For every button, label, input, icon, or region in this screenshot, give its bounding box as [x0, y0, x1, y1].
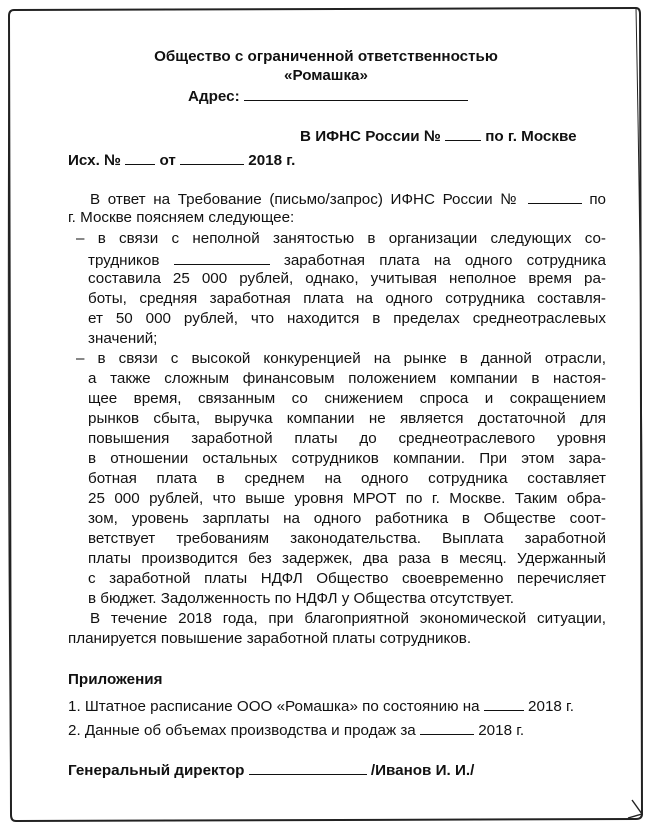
- attachment-1-year: 2018 г.: [528, 698, 574, 715]
- ref-date-blank: [180, 150, 244, 165]
- bullet2-line13: в бюджет. Задолженность по НДФЛ у Общества отсутствует.: [88, 590, 514, 607]
- bullet2-line4: рынков сбыта, выручка компании не является достаточной для: [88, 410, 606, 427]
- attachments-title: Приложения: [68, 671, 163, 688]
- address-line: [188, 86, 468, 106]
- b1-text-a: трудников: [88, 252, 160, 269]
- bullet2-line10: ветствует требованиям законодательства. Выплата заработной: [88, 530, 606, 547]
- bullet2-line8: 25 000 рублей, что выше уровня МРОТ по г. Москве. Таким обра-: [88, 490, 606, 507]
- recipient-prefix: В ИФНС России №: [300, 128, 441, 145]
- attachment-2-text: 2. Данные об объемах производства и продаж за: [68, 722, 416, 739]
- recipient-suffix: по г. Москве: [485, 128, 577, 145]
- p1-text-b: по: [589, 191, 606, 208]
- ref-label: Исх. №: [68, 152, 121, 169]
- recipient-line: [300, 126, 577, 146]
- signature-blank: [249, 760, 367, 775]
- ref-year: 2018 г.: [248, 152, 296, 169]
- bullet1-line1: – в связи с неполной занятостью в организации следующих со-: [76, 230, 606, 247]
- attachment-1-date-blank: [484, 696, 524, 711]
- attachment-item-1: [68, 696, 574, 716]
- p1-text-a: В ответ на Требование (письмо/запрос) ИФНС России №: [90, 191, 521, 208]
- bullet1-line5: ет 50 000 рублей, что находится в пределах среднеотраслевых: [88, 310, 606, 327]
- bullet2-line5: повышения заработной платы до среднеотраслевого уровня: [88, 430, 606, 447]
- bullet2-line6: в отношении остальных сотрудников компании. При этом зара-: [88, 450, 606, 467]
- signature-line: [68, 760, 474, 780]
- ref-number-blank: [125, 150, 155, 165]
- attachment-2-year: 2018 г.: [478, 722, 525, 739]
- body-p3-line1: В течение 2018 года, при благоприятной экономической ситуации,: [90, 610, 606, 627]
- address-blank: [244, 86, 468, 101]
- bullet1-line4: боты, средняя заработная плата на одного сотрудника составля-: [88, 290, 606, 307]
- recipient-number-blank: [445, 126, 481, 141]
- body-p3-line2: планируется повышение заработной платы сотрудников.: [68, 630, 472, 647]
- body-p1-line2: г. Москве поясняем следующее:: [68, 209, 295, 226]
- bullet2-line12: с заработной платы НДФЛ Общество своевременно перечисляет: [88, 570, 606, 587]
- signatory-title: Генеральный директор: [68, 762, 245, 779]
- signatory-name: /Иванов И. И./: [370, 762, 475, 779]
- bullet2-line1: – в связи с высокой конкуренцией на рынке в данной отрасли,: [76, 350, 606, 367]
- bullet2-line9: зом, уровень зарплаты на одного работника в Обществе соот-: [88, 510, 606, 527]
- bullet2-line3: щее время, связанным со снижением спроса и сокращением: [88, 390, 606, 407]
- letter-page: [20, 20, 632, 805]
- bullet2-line2: а также сложным финансовым положением компании в настоя-: [88, 370, 606, 387]
- bullet2-line7: ботная плата в среднем на одного сотрудника составляет: [88, 470, 606, 487]
- attachment-2-period-blank: [420, 720, 474, 735]
- bullet1-line6: значений;: [88, 330, 158, 347]
- org-name-line2: «Ромашка»: [284, 67, 368, 84]
- attachment-1-text: 1. Штатное расписание ООО «Ромашка» по состоянию на: [68, 698, 480, 715]
- ref-from: от: [159, 152, 176, 169]
- request-number-blank: [528, 189, 582, 204]
- bullet1-line3: составила 25 000 рублей, однако, учитывая неполное время ра-: [88, 270, 606, 287]
- employees-blank: [174, 250, 270, 265]
- bullet1-line2: [88, 250, 606, 270]
- outgoing-ref-line: [68, 150, 295, 170]
- address-label: Адрес:: [188, 88, 240, 105]
- bullet2-line11: платы производится без задержек, два раза в месяц. Удержанный: [88, 550, 606, 567]
- attachment-item-2: [68, 720, 524, 740]
- org-name-line1: Общество с ограниченной ответственностью: [154, 48, 498, 65]
- b1-text-b: заработная плата на одного сотрудника: [283, 252, 606, 269]
- body-p1-line1: [90, 189, 606, 209]
